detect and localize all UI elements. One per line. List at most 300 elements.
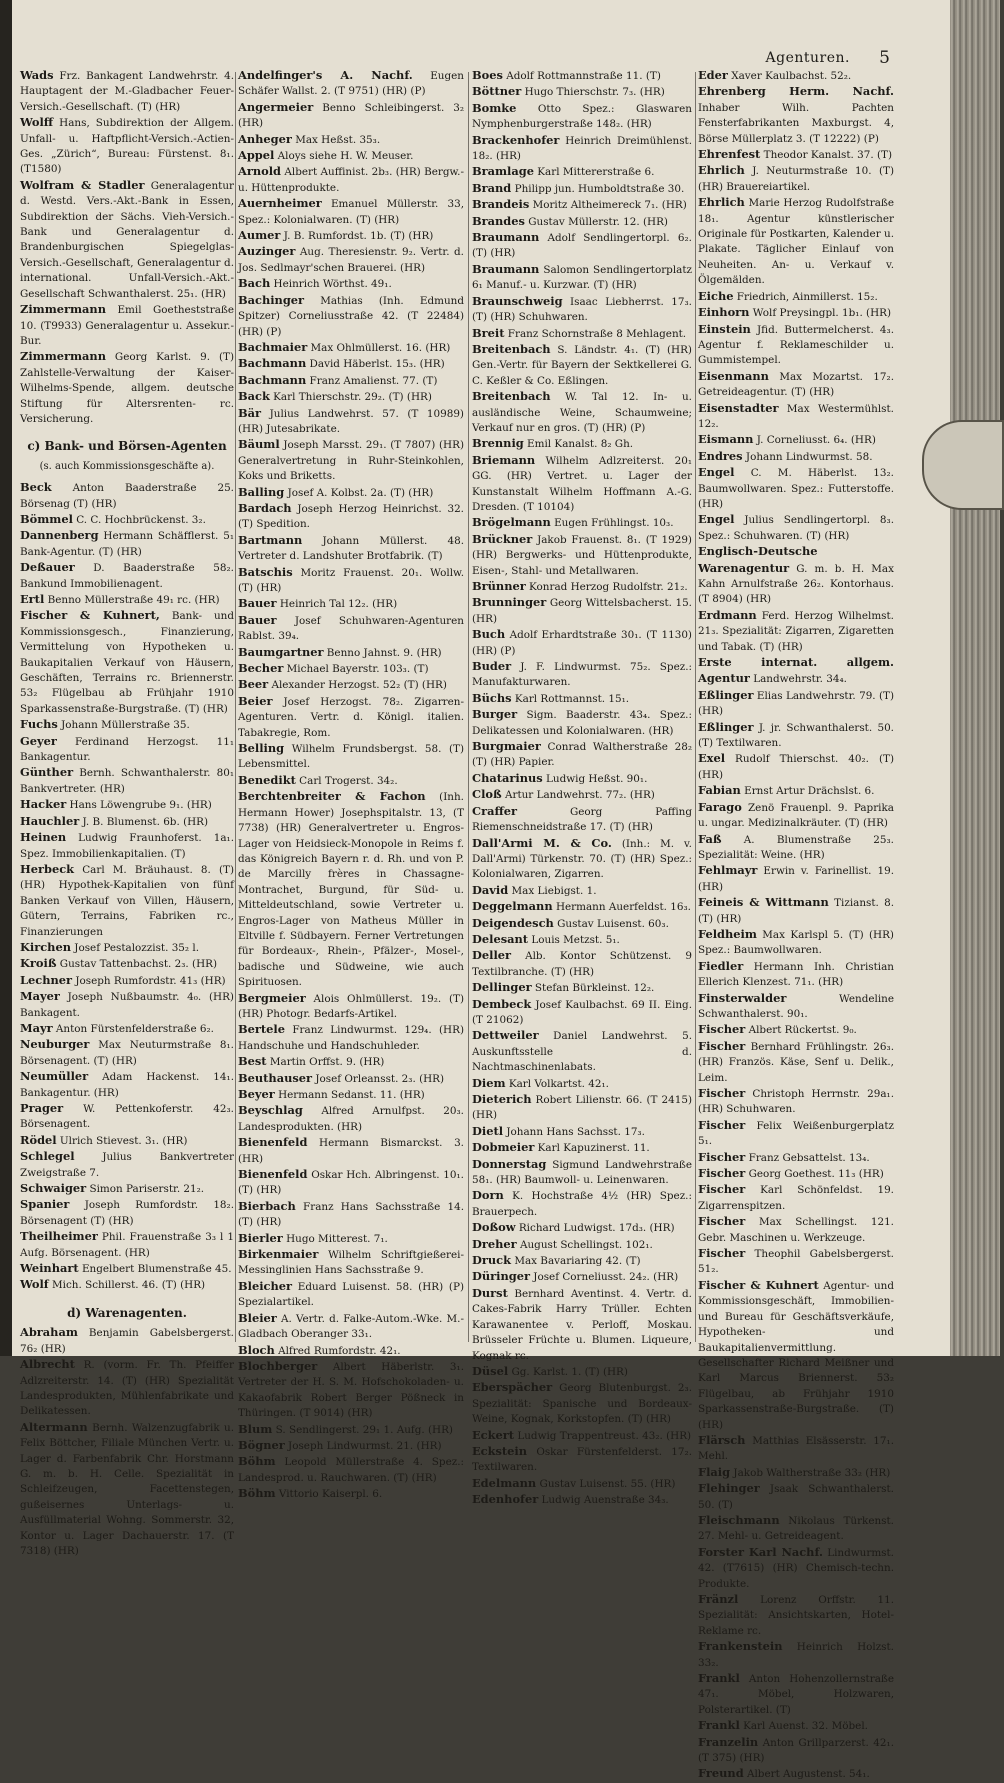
directory-entry	[698, 751, 894, 783]
directory-entry	[472, 1286, 692, 1364]
entry-name: Zimmermann	[20, 302, 106, 317]
directory-entry	[698, 959, 894, 991]
entry-name: Braumann	[472, 230, 540, 245]
directory-entry	[698, 305, 894, 321]
entry-details: Lorenz Orffstr. 11. Spezialität: Ansichtskarten, Hotel-Reklame rc.	[698, 1594, 894, 1637]
section-note: (s. auch Kommissionsgeschäfte a).	[39, 460, 215, 472]
entry-name: Beyer	[238, 1087, 275, 1101]
entry-details: Ludwig Fraunhoferst. 1a₁. Spez. Immobilienkapitalien. (T)	[20, 832, 234, 860]
directory-entry	[20, 1229, 234, 1261]
entry-name: Bauer	[238, 596, 277, 611]
directory-entry	[698, 832, 894, 864]
directory-entry	[472, 1269, 692, 1285]
entry-name: Brackenhofer	[472, 132, 560, 147]
entry-details: Julius Bankvertreter Zweigstraße 7.	[20, 1151, 234, 1179]
entry-name: Bär	[238, 405, 262, 420]
entry-details: Franz Lindwurmst. 129₄. (HR) Handschuhe und Handschuhleder.	[238, 1024, 464, 1052]
entry-name: Beyschlag	[238, 1103, 303, 1118]
entry-details: Joseph Nußbaumstr. 4₀. (HR) Bankagent.	[20, 991, 234, 1019]
directory-entry	[20, 734, 234, 766]
directory-entry	[20, 1277, 234, 1293]
directory-entry	[472, 436, 692, 452]
entry-details: W. Pettenkoferstr. 42₃. Börsenagent.	[20, 1103, 234, 1131]
entry-details: S. Ländstr. 4₁. (T) (HR) Gen.-Vertr. für Bayern der Sektkellerei G. C. Keßler & Co. Eßlingen.	[472, 343, 692, 387]
directory-entry	[698, 1592, 894, 1639]
directory-entry	[238, 228, 464, 244]
entry-name: Bögner	[238, 1437, 285, 1452]
entry-name: Dreher	[472, 1236, 517, 1251]
entry-name: Deigendesch	[472, 915, 554, 930]
entry-details: Theophil Gabelsbergerst. 51₂.	[698, 1248, 894, 1276]
directory-entry	[698, 1039, 894, 1086]
directory-entry	[20, 528, 234, 560]
directory-entry	[698, 1513, 894, 1545]
directory-entry	[698, 68, 894, 84]
entry-details: Josef A. Kolbst. 2a. (T) (HR)	[287, 486, 434, 499]
entry-details: Mathias (Inh. Edmund Spitzer) Corneliusstraße 42. (T 22484) (HR) (P)	[238, 294, 464, 338]
directory-entry	[472, 1220, 692, 1236]
entry-name: Flärsch	[698, 1432, 746, 1447]
entry-name: Balling	[238, 484, 285, 499]
entry-name: Breitenbach	[472, 341, 551, 356]
entry-details: Sigmund Landwehrstraße 58₁. (HR) Baumwoll- u. Leinenwaren.	[472, 1158, 692, 1187]
directory-entry	[472, 1157, 692, 1189]
directory-entry	[698, 608, 894, 655]
directory-entry	[698, 289, 894, 305]
directory-entry	[472, 1380, 692, 1427]
directory-entry	[238, 1247, 464, 1279]
directory-entry	[698, 1182, 894, 1214]
entry-name: Kirchen	[20, 939, 71, 954]
entry-details: Adam Hackenst. 14₁. Bankagentur. (HR)	[20, 1071, 234, 1099]
entry-details: A. Vertr. d. Falke-Autom.-Wke. M.-Gladbach Oberanger 33₁.	[238, 1312, 464, 1341]
directory-entry	[472, 739, 692, 771]
directory-entry	[698, 783, 894, 799]
entry-name: Frankenstein	[698, 1639, 783, 1654]
entry-details: Anton Hohenzollernstraße 47₁. Möbel, Holzwaren, Polsterartikel. (T)	[698, 1673, 894, 1716]
entry-name: Forster Karl Nachf.	[698, 1544, 823, 1559]
entry-details: Bank- und Kommissionsgesch., Finanzierung, Vermittelung von Hypotheken u. Baukapitalien Verkauf von Häusern, Geschäften, Terrains rc. Briennerstr. 53₂ Flügelbau ab Frühjahr 1910 Sparkassenstraße-Burgstraße. (T) (HR)	[20, 610, 234, 715]
entry-name: Eckstein	[472, 1443, 528, 1458]
entry-name: Fischer & Kuhnert	[698, 1277, 819, 1292]
entry-details: G. m. b. H. Max Kahn Arnulfstraße 26₂. Kontorhaus. (T 8904) (HR)	[698, 562, 894, 606]
directory-entry	[472, 1140, 692, 1156]
entry-details: Karl Kapuzinerst. 11.	[537, 1142, 650, 1155]
entry-name: Einstein	[698, 321, 751, 336]
directory-entry	[698, 84, 894, 147]
entry-details: Aloys siehe H. W. Meuser.	[277, 150, 414, 163]
directory-entry	[472, 579, 692, 595]
directory-entry	[472, 230, 692, 262]
directory-entry	[238, 132, 464, 148]
entry-details: R. (vorm. Fr. Th. Pfeiffer Adlzreiterstr. 14. (T) (HR) Spezialität Landesprodukten, Mühlenfabrikate und Delikatessen.	[20, 1359, 234, 1418]
entry-details: Ernst Artur Drächslst. 6.	[744, 785, 875, 798]
directory-entry	[238, 196, 464, 228]
directory-entry	[20, 1420, 234, 1560]
directory-entry	[20, 814, 234, 830]
entry-details: Marie Herzog Rudolfstraße 18₁. Agentur künstlerischer Originale für Postkarten, Kalender u. Plakate. Täglicher Einlauf von Neuheiten. An- u. Verkauf v. Ölgemälden.	[698, 197, 894, 287]
directory-entry	[238, 68, 464, 100]
directory-entry	[238, 293, 464, 340]
entry-details: J. Neuturmstraße 10. (T) (HR) Brauereiartikel.	[698, 165, 894, 193]
directory-entry	[238, 1103, 464, 1135]
entry-details: C. M. Häberlst. 13₂. Baumwollwaren. Spez.: Futterstoffe. (HR)	[698, 467, 894, 510]
entry-name: Fischer	[698, 1182, 746, 1197]
directory-entry	[698, 1545, 894, 1592]
directory-entry	[472, 787, 692, 803]
entry-name: Edelmann	[472, 1475, 537, 1490]
entry-details: Carl M. Bräuhaust. 8. (T) (HR) Hypothek-Kapitalien von fünf Banken Verkauf von Villen, Häusern, Gütern, Terrains, Fabriken rc., Finanzierungen	[20, 863, 235, 938]
entry-details: J. F. Lindwurmst. 75₂. Spez.: Manufakturwaren.	[472, 661, 693, 689]
entry-details: Phil. Frauenstraße 3₃ l 1 Aufg. Börsenagent. (HR)	[20, 1231, 234, 1259]
entry-details: Joseph Marsst. 29₁. (T 7807) (HR) Generalvertretung in Ruhr-Steinkohlen, Koks und Briketts.	[238, 439, 464, 483]
entry-details: Felix Weißenburgerplatz 5₁.	[698, 1119, 894, 1148]
directory-entry	[20, 608, 234, 717]
entry-name: Fischer	[698, 1214, 746, 1229]
entry-details: Georg Blutenburgst. 2₃. Spezialität: Spanische und Bordeaux-Weine, Kognak, Korkstopfen. (T) (HR)	[472, 1382, 692, 1426]
column-1	[20, 68, 235, 1557]
entry-details: Leopold Müllerstraße 4. Spez.: Landesprod. u. Rauchwaren. (T) (HR)	[238, 1456, 464, 1484]
entry-details: Max Ohlmüllerst. 16. (HR)	[310, 341, 451, 354]
entry-details: J. B. Rumfordst. 1b. (T) (HR)	[283, 230, 434, 243]
directory-entry	[472, 197, 692, 213]
entry-name: Eckert	[472, 1427, 515, 1442]
entry-name: Flehinger	[698, 1481, 760, 1496]
directory-entry	[238, 1231, 464, 1247]
entry-name: Endres	[698, 448, 743, 463]
entry-details: Franz Schornstraße 8 Mehlagent.	[507, 327, 687, 340]
entry-name: Zimmermann	[20, 349, 106, 364]
entry-details: Rudolf Thierschst. 40₂. (T) (HR)	[698, 753, 894, 781]
directory-entry	[472, 326, 692, 342]
entry-name: Einhorn	[698, 305, 750, 320]
entry-details: Richard Ludwigst. 17d₃. (HR)	[518, 1222, 675, 1235]
entry-name: Benedikt	[238, 772, 296, 787]
entry-details: Hugo Thierschstr. 7₃. (HR)	[524, 86, 665, 99]
directory-entry	[472, 515, 692, 531]
entry-name: Fischer	[698, 1149, 746, 1164]
directory-entry	[20, 830, 234, 862]
entry-details: Sigm. Baaderstr. 43₄. Spez.: Delikatessen und Kolonialwaren. (HR)	[472, 709, 692, 737]
entry-name: Theilheimer	[20, 1229, 98, 1244]
directory-entry	[20, 178, 234, 302]
entry-name: Fehlmayr	[698, 863, 758, 878]
entry-details: Karl Volkartst. 42₁.	[508, 1077, 609, 1090]
entry-name: Best	[238, 1054, 267, 1069]
entry-name: Bach	[238, 276, 271, 291]
entry-details: Georg Goethest. 11₃ (HR)	[748, 1168, 884, 1181]
directory-entry	[238, 1279, 464, 1311]
entry-details: D. Baaderstraße 58₂. Bankund Immobilienagent.	[20, 562, 234, 590]
entry-name: Eisenstadter	[698, 400, 779, 415]
entry-name: Bomke	[472, 100, 517, 115]
directory-entry	[472, 659, 692, 691]
entry-name: Englisch-Deutsche Warenagentur	[698, 544, 818, 575]
entry-details: Josef Herzogst. 78₂. Zigarren-Agenturen. Vertr. d. Königl. italien. Tabakregie, Rom.	[238, 695, 464, 739]
entry-details: Johann Müllerstraße 35.	[61, 719, 190, 732]
entry-details: Alfred Rumfordstr. 42₁.	[278, 1344, 401, 1357]
directory-entry	[472, 883, 692, 899]
entry-name: Wolfram & Stadler	[20, 177, 145, 192]
directory-entry	[472, 1492, 692, 1508]
directory-entry	[238, 1199, 464, 1231]
directory-entry	[472, 68, 692, 84]
directory-entry	[472, 691, 692, 707]
directory-entry	[698, 688, 894, 720]
directory-entry	[472, 899, 692, 915]
book-binding-shadow	[0, 0, 12, 1356]
entry-name: Dorn	[472, 1188, 504, 1203]
directory-entry	[698, 1118, 894, 1150]
entry-name: Fischer	[698, 1038, 746, 1053]
entry-name: Abraham	[20, 1325, 78, 1340]
entry-details: Erwin v. Farinellist. 19. (HR)	[698, 865, 894, 893]
entry-details: Franz Amalienst. 77. (T)	[309, 374, 438, 387]
entry-details: Bernh. Walzenzugfabrik u. Felix Böttcher, Filiale München Vertr. u. Lager d. Farbenfabrik Chr. Horstmann G. m. b. H. Celle. Spezialität in Schleifzeugen, Facettenstegen, gußeisernes Unterlags- u. Ausfüllmaterial Wohng. Sommerstr. 32, Kontor u. Lager Dachauerstr. 17. (T 7318) (HR)	[20, 1421, 235, 1557]
entry-name: Dobmeier	[472, 1140, 535, 1155]
entry-details: Josef Pestalozzist. 35₂ l.	[74, 941, 200, 954]
entry-name: Bergmeier	[238, 990, 306, 1005]
directory-entry	[472, 133, 692, 165]
entry-name: Craffer	[472, 803, 518, 818]
entry-name: Wolf	[20, 1277, 49, 1292]
entry-name: Heinen	[20, 830, 67, 845]
entry-details: Heinrich Dreimühlenst. 18₂. (HR)	[472, 134, 692, 163]
entry-details: Karl Thierschstr. 29₂. (T) (HR)	[273, 391, 432, 404]
directory-entry	[20, 302, 234, 349]
entry-details: Karl Auenst. 32. Möbel.	[743, 1720, 868, 1733]
entry-name: Brünner	[472, 579, 526, 593]
entry-name: Berchtenbreiter & Fachon	[238, 789, 426, 804]
entry-name: Arnold	[238, 164, 282, 179]
entry-details: Hans, Subdirektion der Allgem. Unfall- u. Haftpflicht-Versich.-Actien-Ges. „Zürich“, Bureau: Fürstenst. 8₁.(T1580)	[20, 117, 234, 176]
entry-details: Eugen Frühlingst. 10₃.	[554, 517, 674, 530]
entry-details: (Inh.: M. v. Dall'Armi) Türkenstr. 70. (T) (HR) Spez.: Kolonialwaren, Zigarren.	[472, 837, 692, 881]
directory-entry	[472, 164, 692, 180]
entry-name: Dellinger	[472, 980, 532, 995]
entry-details: Aug. Theresienstr. 9₂. Vertr. d. Jos. Sedlmayr'schen Brauerei. (HR)	[238, 246, 464, 274]
entry-details: Jakob Waltherstraße 33₂ (HR)	[733, 1466, 891, 1479]
directory-entry	[20, 717, 234, 733]
entry-details: Oskar Hch. Albringenst. 10₁. (T) (HR)	[238, 1169, 464, 1197]
directory-entry	[20, 1325, 234, 1357]
entry-details: Johann Lindwurmst. 58.	[745, 450, 873, 463]
column-2	[238, 68, 465, 1501]
entry-details: Ferdinand Herzogst. 11₁ Bankagentur.	[20, 735, 235, 764]
directory-entry	[20, 1133, 234, 1149]
entry-details: Ludwig Auenstraße 34₃.	[541, 1494, 669, 1507]
directory-entry	[698, 1246, 894, 1278]
entry-details: Eduard Luisenst. 58. (HR) (P) Spezialartikel.	[238, 1280, 464, 1309]
entry-details: Conrad Waltherstraße 28₂ (T) (HR) Papier.	[472, 741, 692, 769]
directory-entry	[20, 560, 234, 592]
entry-name: Exel	[698, 751, 726, 766]
directory-entry	[238, 533, 464, 565]
entry-details: Hugo Mitterest. 7₁.	[286, 1232, 388, 1245]
directory-entry	[472, 1444, 692, 1476]
entry-name: Eßlinger	[698, 719, 754, 734]
directory-entry	[472, 836, 692, 883]
directory-entry	[238, 1022, 464, 1054]
entry-details: Lindwurmst. 42. (T7615) (HR) Chemisch-techn. Produkte.	[698, 1546, 894, 1590]
entry-name: Ehrenfest	[698, 147, 761, 162]
entry-name: Breit	[472, 325, 505, 340]
page-number: 5	[879, 48, 890, 68]
entry-details: Moritz Frauenst. 20₁. Wollw. (T) (HR)	[238, 566, 464, 594]
entry-details: Max Liebigst. 1.	[511, 884, 597, 897]
directory-entry	[472, 771, 692, 787]
directory-entry	[698, 1086, 894, 1118]
entry-name: Albrecht	[20, 1357, 75, 1372]
directory-entry	[238, 501, 464, 533]
directory-entry	[238, 148, 464, 164]
entry-name: Back	[238, 389, 270, 404]
entry-details: Josef Corneliusst. 24₂. (HR)	[533, 1271, 679, 1284]
entry-details: Joseph Rumfordstr. 18₂. Börsenagent (T) (HR)	[20, 1199, 235, 1227]
entry-name: Deggelmann	[472, 899, 553, 914]
directory-entry	[472, 1428, 692, 1444]
directory-entry	[238, 1422, 464, 1438]
entry-name: Engel	[698, 465, 735, 480]
entry-details: Heinrich Wörthst. 49₁.	[273, 278, 392, 291]
running-title: Agenturen.	[765, 50, 850, 66]
directory-entry	[238, 1054, 464, 1070]
entry-details: Benno Schleibingerst. 3₂ (HR)	[238, 101, 464, 130]
directory-entry	[238, 1359, 464, 1422]
entry-name: Fuchs	[20, 717, 58, 732]
page-edge-stack	[950, 0, 1000, 1356]
entry-details: Michael Bayerstr. 103₃. (T)	[286, 663, 429, 676]
directory-entry	[238, 1486, 464, 1502]
directory-entry	[20, 973, 234, 989]
entry-details: Georg Karlst. 9. (T) Zahlstelle-Verwaltung der Kaiser-Wilhelms-Spende, allgem. deutsche Stiftung für Altersrenten- rc. Versicherung.	[20, 351, 234, 425]
directory-entry	[238, 276, 464, 292]
entry-name: Eßlinger	[698, 687, 754, 702]
entry-name: Braumann	[472, 261, 540, 276]
entry-details: C. C. Hochbrückenst. 3₂.	[76, 513, 206, 526]
directory-entry	[20, 68, 234, 115]
entry-name: Beier	[238, 693, 273, 708]
entry-name: Böttner	[472, 84, 522, 99]
entry-name: Bienenfeld	[238, 1167, 308, 1182]
directory-entry	[698, 1150, 894, 1166]
entry-details: Engelbert Blumenstraße 45.	[81, 1263, 232, 1276]
directory-entry	[238, 356, 464, 372]
entry-name: Geyer	[20, 733, 57, 748]
entry-details: Agentur- und Kommissionsgeschäft, Immobilien- und Bureau für Geschäftsverkäufe, Hypotheken- und Baukapitalienvermittlung. Gesellschafter Richard Meißner und Karl Marcus Briennerst. 53₂ Flügelbau, ab Frühjahr 1910 Sparkassenstraße-Burgstraße. (T) (HR)	[698, 1279, 895, 1431]
entry-details: Max Heßst. 35₃.	[295, 133, 381, 146]
directory-entry	[238, 1087, 464, 1103]
directory-entry	[238, 645, 464, 661]
entry-name: Fischer	[698, 1022, 746, 1037]
entry-name: Fränzl	[698, 1592, 739, 1606]
entry-details: Adolf Erhardtstraße 30₁. (T 1130) (HR) (P)	[472, 629, 692, 657]
entry-name: Bloch	[238, 1342, 275, 1357]
directory-entry	[472, 389, 692, 436]
directory-entry	[20, 115, 234, 178]
entry-details: Wolf Preysingpl. 1b₁. (HR)	[752, 307, 892, 320]
entry-details: Zenö Frauenpl. 9. Paprika u. ungar. Medizinalkräuter. (T) (HR)	[698, 801, 894, 830]
entry-name: Beer	[238, 677, 269, 692]
entry-details: Albert Auffinist. 2b₃. (HR) Bergw.- u. Hüttenprodukte.	[238, 166, 464, 194]
entry-details: Xaver Kaulbachst. 52₂.	[731, 70, 852, 82]
entry-details: Oskar Fürstenfelderst. 17₂. Textilwaren.	[472, 1445, 692, 1474]
directory-entry	[472, 214, 692, 230]
directory-entry	[20, 862, 234, 940]
entry-name: Spanier	[20, 1197, 70, 1212]
entry-details: A. Blumenstraße 25₃. Spezialität: Weine. (HR)	[698, 833, 894, 861]
directory-entry	[238, 1343, 464, 1359]
directory-entry	[472, 453, 692, 516]
directory-entry	[698, 1278, 894, 1433]
directory-entry	[20, 592, 234, 608]
directory-entry	[238, 596, 464, 612]
entry-name: Dietl	[472, 1123, 504, 1138]
entry-details: Georg Paffing Riemenschneidstraße 17. (T) (HR)	[472, 805, 692, 834]
entry-details: Johann Hans Sachsst. 17₃.	[506, 1125, 645, 1138]
entry-details: Tizianst. 8. (T) (HR)	[698, 897, 894, 925]
entry-details: J. jr. Schwanthalerst. 50. (T) Textilwaren.	[698, 721, 894, 750]
entry-name: Delesant	[472, 931, 529, 946]
entry-name: Erdmann	[698, 607, 757, 622]
directory-entry	[20, 1069, 234, 1101]
entry-name: Mayer	[20, 989, 60, 1004]
entry-details: Salomon Sendlingertorplatz 6₁ Manuf.- u. Kurzwar. (T) (HR)	[472, 263, 692, 292]
entry-name: Hacker	[20, 797, 67, 812]
directory-entry	[238, 1454, 464, 1486]
entry-name: Farago	[698, 799, 742, 814]
entry-details: Max Neuturmstraße 8₁. Börsenagent. (T) (HR)	[20, 1039, 234, 1067]
directory-entry	[698, 863, 894, 895]
directory-entry	[20, 1037, 234, 1069]
directory-entry	[20, 1181, 234, 1197]
entry-name: Fischer	[698, 1086, 746, 1100]
entry-name: Prager	[20, 1101, 64, 1115]
entry-name: Becher	[238, 661, 284, 676]
directory-entry	[238, 340, 464, 356]
directory-entry	[472, 1253, 692, 1269]
entry-details: Max Bavariaring 42. (T)	[514, 1255, 641, 1268]
entry-name: Dembeck	[472, 996, 532, 1011]
entry-details: Wilhelm Frundsbergst. 58. (T) Lebensmittel.	[238, 743, 465, 771]
entry-details: August Schellingst. 102₁.	[519, 1238, 653, 1251]
directory-page	[12, 0, 950, 1781]
directory-entry	[698, 432, 894, 448]
entry-details: Christoph Herrnstr. 29a₁. (HR) Schuhwaren.	[698, 1088, 894, 1116]
entry-name: Bömmel	[20, 511, 73, 526]
entry-name: Ehrlich	[698, 163, 745, 178]
entry-name: Bachmann	[238, 356, 307, 371]
entry-name: Brögelmann	[472, 515, 551, 530]
entry-name: Frankl	[698, 1671, 740, 1686]
entry-details: Bernhard Aventinst. 4. Vertr. d. Cakes-Fabrik Harry Trüller. Echten Karawanentee v. Perloff, Moskau. Brüsseler Früchte u. Blumen. Liqueure, Kognak rc.	[472, 1287, 692, 1362]
entry-name: Altermann	[20, 1419, 88, 1434]
entry-name: Lechner	[20, 972, 73, 987]
directory-entry	[20, 1101, 234, 1133]
entry-details: Emil Goetheststraße 10. (T9933) Generalagentur u. Assekur.-Bur.	[20, 304, 234, 347]
entry-details: Otto Spez.: Glaswaren Nymphenburgerstraße 148₂. (HR)	[472, 102, 692, 131]
entry-details: Emanuel Müllerstr. 33, Spez.: Kolonialwaren. (T) (HR)	[238, 198, 464, 226]
directory-entry	[698, 1766, 894, 1782]
entry-name: Blum	[238, 1421, 273, 1436]
entry-details: Alexander Herzogst. 52₂ (T) (HR)	[271, 679, 447, 692]
entry-details: Max Westermühlst. 12₂.	[698, 402, 894, 430]
entry-name: Bertele	[238, 1022, 285, 1037]
entry-details: J. B. Blumenst. 6b. (HR)	[82, 815, 209, 828]
directory-entry	[472, 294, 692, 326]
column-rule	[235, 72, 236, 1342]
entry-name: Auzinger	[238, 244, 296, 259]
